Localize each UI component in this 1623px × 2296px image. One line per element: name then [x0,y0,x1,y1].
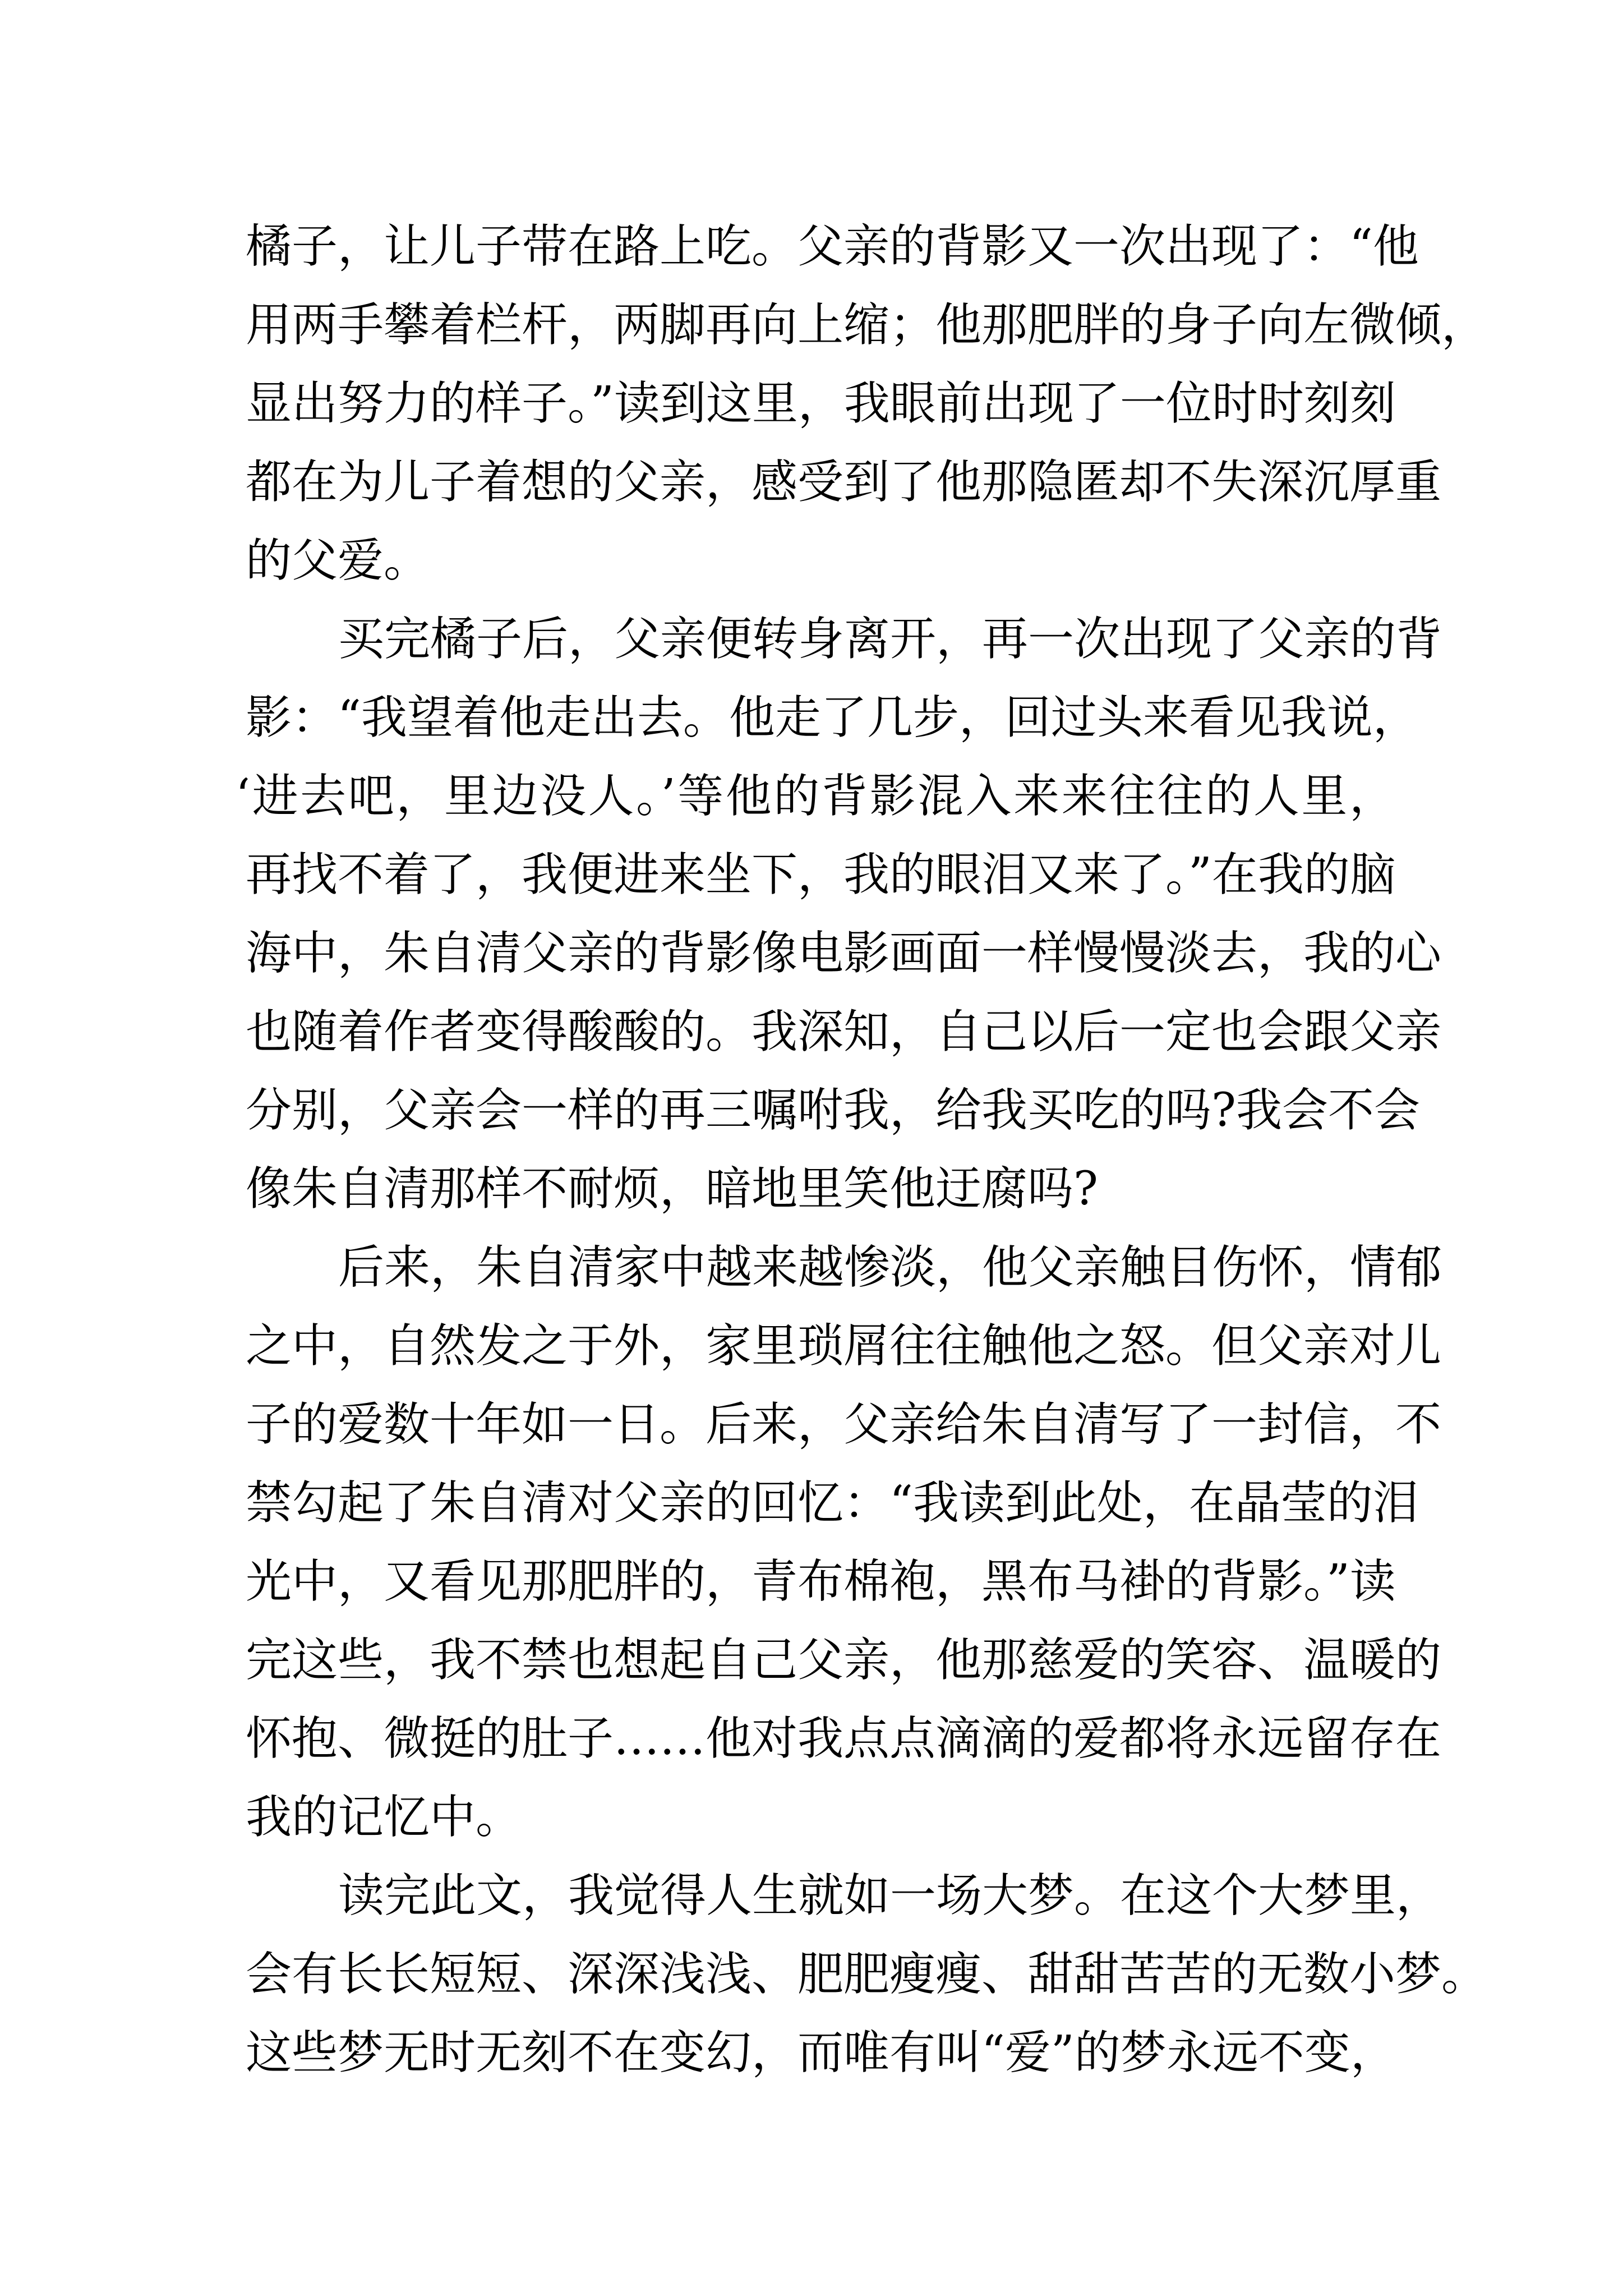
text-line: 的父爱。 [246,534,430,587]
text-line: 用两手攀着栏杆，两脚再向上缩；他那肥胖的身子向左微倾， [246,298,1488,352]
paragraph-first-line: 买完橘子后，父亲便转身离开，再一次出现了父亲的背 [338,613,1442,666]
text-line: 再找不着了，我便进来坐下，我的眼泪又来了。”在我的脑 [246,848,1396,901]
text-line: 橘子，让儿子带在路上吃。父亲的背影又一次出现了：“他 [246,220,1419,273]
paragraph-first-line: 后来，朱自清家中越来越惨淡，他父亲触目伤怀，情郁 [338,1241,1442,1294]
paragraph-first-line: 读完此文，我觉得人生就如一场大梦。在这个大梦里， [338,1869,1442,1922]
text-line: 完这些，我不禁也想起自己父亲，他那慈爱的笑容、温暖的 [246,1634,1442,1687]
text-line: ‘进去吧，里边没人。’等他的背影混入来来往往的人里， [236,770,1395,823]
text-line: 禁勾起了朱自清对父亲的回忆：“我读到此处，在晶莹的泪 [246,1476,1419,1530]
text-line: 显出努力的样子。”读到这里，我眼前出现了一位时时刻刻 [246,377,1396,430]
text-line: 分别，父亲会一样的再三嘱咐我，给我买吃的吗?我会不会 [246,1084,1420,1137]
text-line: 我的记忆中。 [246,1791,522,1844]
text-line: 怀抱、微挺的肚子……他对我点点滴滴的爱都将永远留存在 [246,1712,1442,1765]
text-line: 像朱自清那样不耐烦，暗地里笑他迂腐吗? [246,1162,1098,1216]
text-line: 光中，又看见那肥胖的，青布棉袍，黑布马褂的背影。”读 [246,1555,1396,1608]
text-line: 之中，自然发之于外，家里琐屑往往触他之怒。但父亲对儿 [246,1319,1442,1373]
text-line: 影：“我望着他走出去。他走了几步，回过头来看见我说， [246,691,1419,744]
text-line: 海中，朱自清父亲的背影像电影画面一样慢慢淡去，我的心 [246,927,1442,980]
text-line: 这些梦无时无刻不在变幻，而唯有叫“爱”的梦永远不变， [246,2026,1396,2079]
text-line: 都在为儿子着想的父亲，感受到了他那隐匿却不失深沉厚重 [246,455,1442,509]
text-line: 子的爱数十年如一日。后来，父亲给朱自清写了一封信，不 [246,1398,1442,1451]
text-line: 会有长长短短、深深浅浅、肥肥瘦瘦、甜甜苦苦的无数小梦。 [246,1948,1488,2001]
text-line: 也随着作者变得酸酸的。我深知，自己以后一定也会跟父亲 [246,1005,1442,1059]
